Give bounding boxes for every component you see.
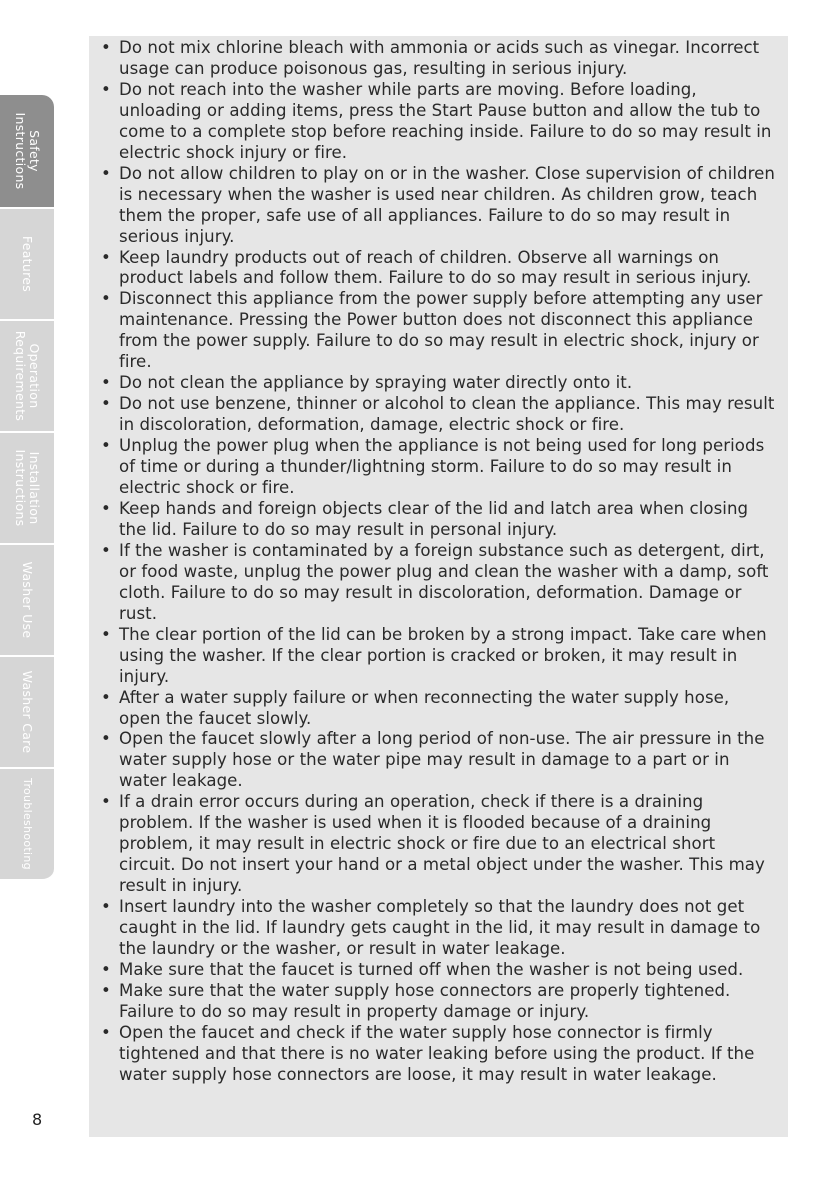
list-item: • Open the faucet and check if the water supply hose connector is firmly tightened and that there is no water leaking before using the product. If the water supply hose connectors are loose, it may result in water leakage. [119,1023,776,1086]
list-item: • Do not use benzene, thinner or alcohol to clean the appliance. This may result in discoloration, deformation, damage, electric shock or fire. [119,394,776,436]
tab-label: Washer Care [20,670,35,754]
list-item: • Open the faucet slowly after a long period of non-use. The air pressure in the water supply hose or the water pipe may result in damage to a part or in water leakage. [119,729,776,792]
list-item: • Keep hands and foreign objects clear of the lid and latch area when closing the lid. Failure to do so may result in personal injury. [119,499,776,541]
tab-washer-care[interactable] [0,657,54,769]
list-item: • If the washer is contaminated by a foreign substance such as detergent, dirt, or food waste, unplug the power plug and clean the washer with a damp, soft cloth. Failure to do so may result in discoloration, deformation. Damage or rust. [119,541,776,625]
list-item: • Do not mix chlorine bleach with ammonia or acids such as vinegar. Incorrect usage can produce poisonous gas, resulting in serious injury. [119,38,776,80]
safety-list [119,38,776,1086]
page-number: 8 [32,1110,43,1129]
safety-content-panel [89,36,788,1137]
tab-label: Safety Instructions [13,112,42,190]
tab-operation-requirements[interactable] [0,321,54,433]
tab-washer-use[interactable] [0,545,54,657]
tab-features[interactable] [0,209,54,321]
list-item: • Do not clean the appliance by spraying water directly onto it. [119,373,776,394]
tab-troubleshooting[interactable] [0,769,54,881]
tab-label: Operation Requirements [13,330,42,422]
tab-label: Features [20,235,35,293]
tab-label: Washer Use [20,561,35,639]
tab-safety-instructions[interactable] [0,95,54,209]
list-item: • If a drain error occurs during an operation, check if there is a draining problem. If the washer is used when it is flooded because of a draining problem, it may result in electric shock or fire due to an electrical short circuit. Do not insert your hand or a metal object under the washer. This may result in injury. [119,792,776,897]
list-item: • Insert laundry into the washer completely so that the laundry does not get caught in the lid. If laundry gets caught in the lid, it may result in damage to the laundry or the washer, or result in water leakage. [119,897,776,960]
list-item: • Make sure that the water supply hose connectors are properly tightened. Failure to do so may result in property damage or injury. [119,981,776,1023]
tab-installation-instructions[interactable] [0,433,54,545]
list-item: • Unplug the power plug when the appliance is not being used for long periods of time or during a thunder/lightning storm. Failure to do so may result in electric shock or fire. [119,436,776,499]
list-item: • Do not reach into the washer while parts are moving. Before loading, unloading or adding items, press the Start Pause button and allow the tub to come to a complete stop before reaching inside. Failure to do so may result in electric shock injury or fire. [119,80,776,164]
tab-label: Troubleshooting [21,778,34,870]
list-item: • Make sure that the faucet is turned off when the washer is not being used. [119,960,776,981]
list-item: • Disconnect this appliance from the power supply before attempting any user maintenance. Pressing the Power button does not disconnect this appliance from the power supply. Failure to do so may result in electric shock, injury or fire. [119,289,776,373]
tab-label: Installation Instructions [13,449,42,527]
list-item: • Keep laundry products out of reach of children. Observe all warnings on product labels and follow them. Failure to do so may result in serious injury. [119,248,776,290]
section-tabs [0,95,54,881]
list-item: • The clear portion of the lid can be broken by a strong impact. Take care when using the washer. If the clear portion is cracked or broken, it may result in injury. [119,625,776,688]
list-item: • Do not allow children to play on or in the washer. Close supervision of children is necessary when the washer is used near children. As children grow, teach them the proper, safe use of all appliances. Failure to do so may result in serious injury. [119,164,776,248]
list-item: • After a water supply failure or when reconnecting the water supply hose, open the faucet slowly. [119,688,776,730]
